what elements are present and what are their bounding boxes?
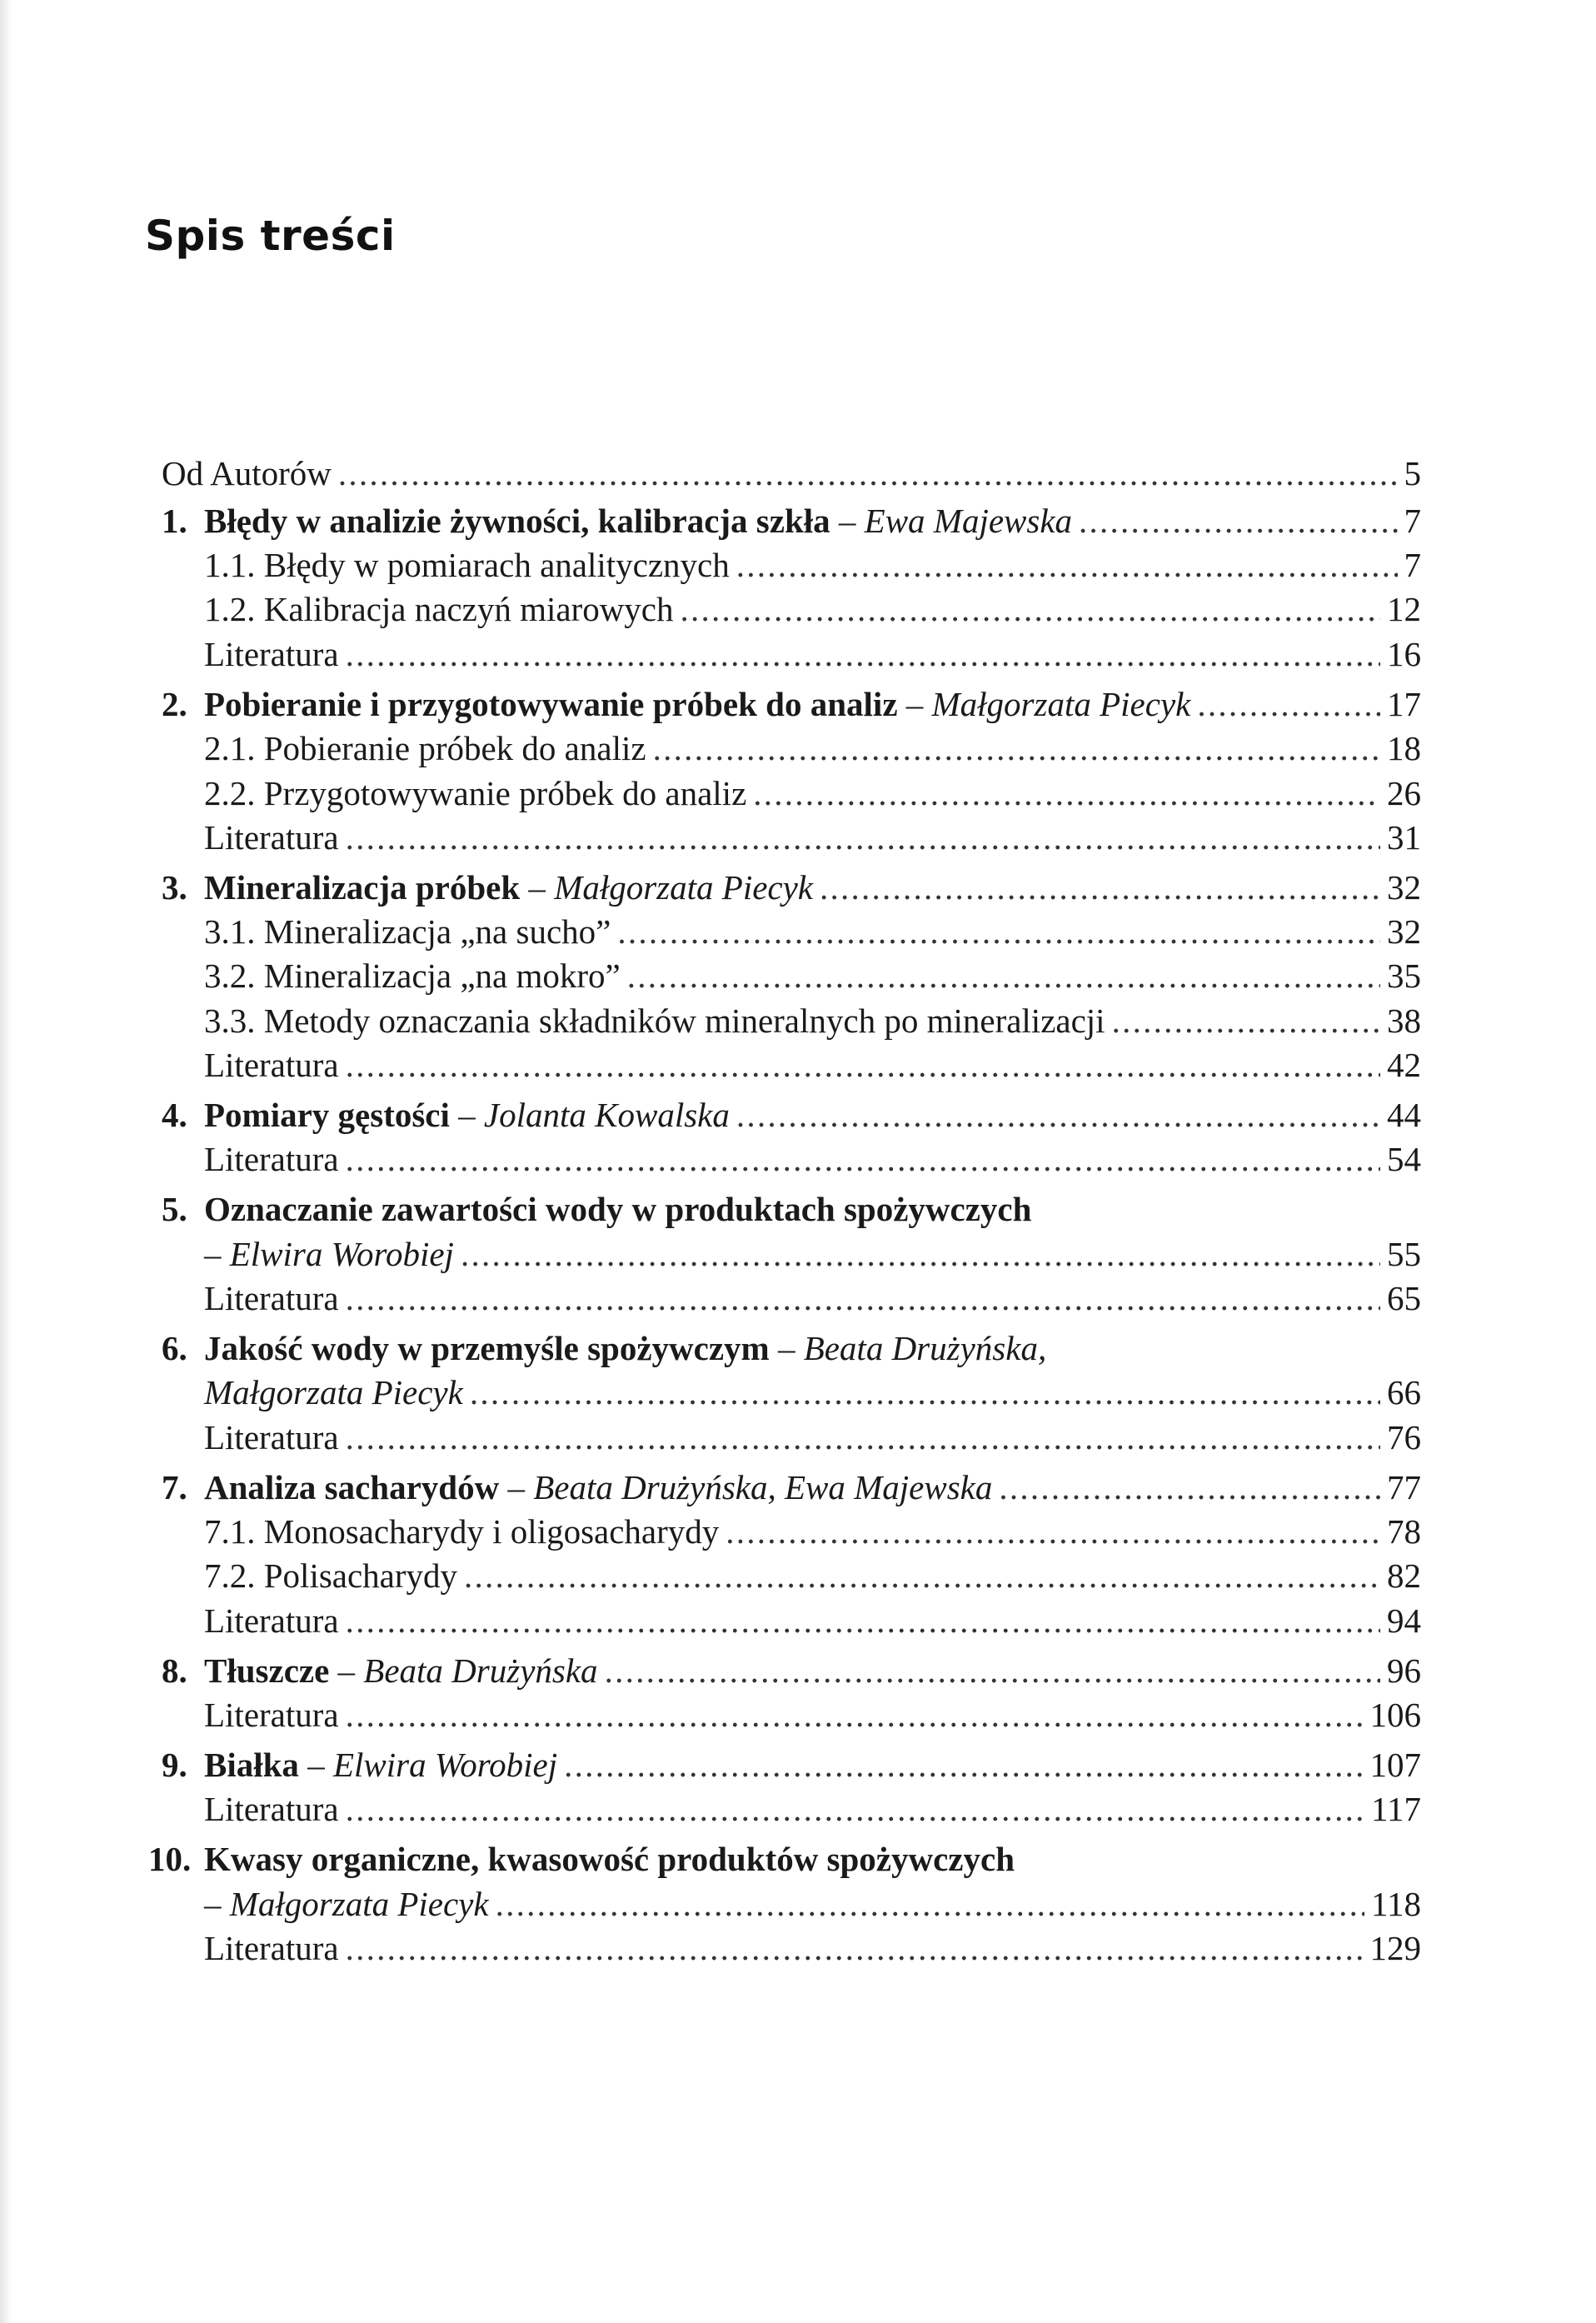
dot-leader [605, 1654, 1380, 1688]
toc-entry-text [162, 1887, 489, 1921]
section-title: Literatura [204, 1140, 339, 1178]
section-title: 2.1. Pobieranie próbek do analiz [204, 729, 646, 767]
toc-entry[interactable] [162, 1004, 1421, 1038]
dot-leader [346, 1604, 1380, 1638]
toc-entry[interactable] [162, 1468, 1421, 1506]
dot-leader [736, 548, 1398, 582]
toc-entry-text [162, 548, 730, 582]
toc-entry[interactable] [162, 1237, 1421, 1271]
separator: – [897, 685, 932, 723]
toc-entry[interactable] [162, 1556, 1421, 1595]
toc-entry-text [162, 1192, 1031, 1226]
toc-entry[interactable] [162, 1651, 1421, 1690]
toc-entry-text [162, 1281, 339, 1316]
toc-entry[interactable] [162, 637, 1421, 672]
toc-entry[interactable] [162, 1281, 1421, 1316]
chapter-author: Jolanta Kowalska [483, 1096, 730, 1134]
page-number: 18 [1387, 729, 1421, 767]
section-title: Literatura [204, 1046, 339, 1084]
toc-entry[interactable] [162, 959, 1421, 993]
toc-entry[interactable] [162, 592, 1421, 627]
toc-entry[interactable] [162, 1601, 1421, 1640]
dot-leader [820, 871, 1380, 905]
chapter-title: Kwasy organiczne, kwasowość produktów spożywczych [204, 1840, 1015, 1878]
chapter-author: Elwira Worobiej [229, 1235, 454, 1273]
dot-leader [753, 777, 1380, 811]
page-number: 96 [1387, 1651, 1421, 1690]
toc-entry[interactable] [162, 1418, 1421, 1456]
toc-entry-text [162, 818, 339, 857]
chapter-author: Małgorzata Piecyk [554, 868, 813, 907]
dot-leader [999, 1471, 1380, 1505]
toc-entry-text [162, 592, 674, 627]
section-title: 7.2. Polisacharydy [204, 1556, 458, 1595]
dot-leader [1079, 504, 1397, 538]
toc-entry[interactable] [162, 1931, 1421, 1966]
section-title: Literatura [204, 818, 339, 857]
section-title: Literatura [204, 1418, 339, 1456]
section-title: 2.2. Przygotowywanie próbek do analiz [204, 774, 747, 812]
page-number: 5 [1404, 454, 1421, 492]
page-number: 106 [1369, 1696, 1421, 1734]
toc-entry-text [162, 1418, 339, 1456]
dot-leader [653, 732, 1380, 766]
page-title: Spis treści [145, 212, 396, 260]
page-number: 77 [1387, 1468, 1421, 1506]
chapter-author: Małgorzata Piecyk [931, 685, 1191, 723]
toc-entry-text [162, 1601, 339, 1640]
page-number: 12 [1387, 590, 1421, 628]
dot-leader [464, 1559, 1380, 1593]
separator: – [204, 1235, 230, 1273]
dot-leader [564, 1748, 1363, 1782]
chapter-author: Ewa Majewska [864, 502, 1073, 540]
page-number: 44 [1387, 1096, 1421, 1134]
chapter-title: Tłuszcze [204, 1651, 330, 1690]
chapter-author: Małgorzata Piecyk [229, 1885, 489, 1923]
chapter-title: Pobieranie i przygotowywanie próbek do analiz [204, 685, 898, 723]
page-number: 82 [1387, 1556, 1421, 1595]
page-number: 31 [1387, 818, 1421, 857]
chapter-title: Analiza sacharydów [204, 1468, 500, 1506]
dot-leader [1112, 1004, 1380, 1038]
toc-entry-text [148, 1840, 1015, 1878]
dot-leader [496, 1887, 1364, 1921]
chapter-number: 7. [162, 1468, 187, 1506]
dot-leader [461, 1237, 1380, 1271]
page-number: 118 [1371, 1885, 1421, 1923]
page-number: 66 [1387, 1373, 1421, 1411]
chapter-author: Beata Drużyńska, [803, 1329, 1047, 1367]
toc-entry-text [162, 454, 332, 492]
section-title: 7.1. Monosacharydy i oligosacharydy [204, 1512, 720, 1551]
toc-entry-text [162, 729, 646, 767]
entry-title: Od Autorów [162, 454, 332, 492]
dot-leader [1197, 687, 1380, 722]
separator: – [449, 1096, 484, 1134]
toc-entry-text [162, 637, 339, 672]
chapter-number: 8. [162, 1651, 187, 1690]
toc-entry[interactable] [162, 1373, 1421, 1411]
toc-entry[interactable] [162, 454, 1421, 492]
separator: – [329, 1651, 364, 1690]
chapter-title: Błędy w analizie żywności, kalibracja szkła [204, 502, 830, 540]
section-title: 1.1. Błędy w pomiarach analitycznych [204, 546, 730, 584]
page-number: 78 [1387, 1512, 1421, 1551]
page-number: 94 [1387, 1601, 1421, 1640]
toc-entry-text [162, 1792, 339, 1826]
toc-entry[interactable] [162, 774, 1421, 812]
chapter-author: Małgorzata Piecyk [204, 1373, 463, 1411]
toc-entry-text [162, 1142, 339, 1176]
toc-entry-text [162, 1237, 454, 1271]
toc-entry-text [162, 504, 1072, 538]
section-title: Literatura [204, 1790, 339, 1828]
section-title: 3.3. Metody oznaczania składników mineralnych po mineralizacji [204, 1002, 1105, 1040]
dot-leader [726, 1515, 1380, 1549]
dot-leader [470, 1376, 1380, 1410]
toc-entry[interactable] [162, 868, 1421, 907]
section-title: 1.2. Kalibracja naczyń miarowych [204, 590, 674, 628]
page-number: 7 [1404, 502, 1421, 540]
chapter-title: Jakość wody w przemyśle spożywczym [204, 1329, 770, 1367]
dot-leader [346, 637, 1380, 672]
separator: – [520, 868, 555, 907]
toc-entry-text [162, 1698, 339, 1732]
dot-leader [681, 592, 1380, 627]
dot-leader [617, 915, 1380, 949]
toc-entry-text [162, 1931, 339, 1966]
toc-entry[interactable] [148, 1840, 1421, 1878]
toc-entry-text [162, 1556, 458, 1595]
page-number: 32 [1387, 868, 1421, 907]
toc-entry-text [162, 687, 1190, 722]
toc-entry-text [162, 1651, 598, 1690]
dot-leader [338, 457, 1398, 491]
chapter-number: 1. [162, 502, 187, 540]
page-number: 32 [1387, 912, 1421, 951]
toc-entry-text [162, 959, 621, 993]
chapter-number: 10. [148, 1840, 192, 1878]
dot-leader [627, 959, 1380, 993]
toc-entry-text [162, 1048, 339, 1082]
dot-leader [346, 1142, 1380, 1176]
chapter-number: 4. [162, 1096, 187, 1134]
toc-entry[interactable] [162, 687, 1421, 722]
toc-entry-text [162, 1098, 730, 1132]
dot-leader [346, 1792, 1364, 1826]
dot-leader [346, 1698, 1364, 1732]
page-number: 26 [1387, 774, 1421, 812]
toc-entry[interactable] [162, 504, 1421, 538]
page-number: 76 [1387, 1418, 1421, 1456]
dot-leader [346, 1931, 1364, 1966]
toc-entry[interactable] [162, 1331, 1421, 1366]
page-number: 65 [1387, 1279, 1421, 1317]
toc-entry[interactable] [162, 1887, 1421, 1921]
separator: – [499, 1468, 534, 1506]
dot-leader [346, 1281, 1380, 1316]
chapter-number: 3. [162, 868, 187, 907]
separator: – [204, 1885, 230, 1923]
section-title: Literatura [204, 635, 339, 673]
toc-entry-text [162, 1373, 463, 1411]
dot-leader [346, 1421, 1380, 1455]
separator: – [830, 502, 865, 540]
section-title: Literatura [204, 1929, 339, 1967]
toc-entry-text [162, 1512, 720, 1551]
chapter-number: 2. [162, 685, 187, 723]
chapter-author: Beata Drużyńska, Ewa Majewska [533, 1468, 993, 1506]
toc-entry-text [162, 1004, 1105, 1038]
toc-entry[interactable] [162, 1792, 1421, 1826]
chapter-title: Pomiary gęstości [204, 1096, 450, 1134]
dot-leader [346, 1048, 1380, 1082]
toc-entry[interactable] [162, 1748, 1421, 1782]
toc-entry[interactable] [162, 1048, 1421, 1082]
toc-entry[interactable] [162, 912, 1421, 951]
toc-entry[interactable] [162, 1512, 1421, 1551]
chapter-number: 6. [162, 1329, 187, 1367]
chapter-number: 5. [162, 1190, 187, 1228]
page-number: 38 [1387, 1002, 1421, 1040]
section-title: Literatura [204, 1601, 339, 1640]
page-number: 35 [1387, 957, 1421, 995]
toc-entry-text [162, 1748, 557, 1782]
page-number: 117 [1371, 1790, 1421, 1828]
page-number: 17 [1387, 685, 1421, 723]
dot-leader [346, 821, 1380, 855]
chapter-number: 9. [162, 1746, 187, 1784]
toc-entry-text [162, 1468, 993, 1506]
section-title: Literatura [204, 1696, 339, 1734]
toc-entry[interactable] [162, 1142, 1421, 1176]
section-title: 3.2. Mineralizacja „na mokro” [204, 957, 621, 995]
toc-entry[interactable] [162, 548, 1421, 582]
chapter-author: Elwira Worobiej [332, 1746, 558, 1784]
toc-entry[interactable] [162, 1192, 1421, 1226]
dot-leader [736, 1098, 1380, 1132]
chapter-title: Mineralizacja próbek [204, 868, 521, 907]
toc-entry-text [162, 868, 813, 907]
page-number: 54 [1387, 1140, 1421, 1178]
separator: – [769, 1329, 804, 1367]
chapter-author: Beata Drużyńska [363, 1651, 598, 1690]
section-title: 3.1. Mineralizacja „na sucho” [204, 912, 611, 951]
page-number: 55 [1387, 1235, 1421, 1273]
toc-entry[interactable] [162, 1698, 1421, 1732]
chapter-title: Oznaczanie zawartości wody w produktach spożywczych [204, 1190, 1032, 1228]
page-number: 107 [1369, 1746, 1421, 1784]
separator: – [298, 1746, 333, 1784]
toc-entry[interactable] [162, 818, 1421, 857]
page-number: 42 [1387, 1046, 1421, 1084]
toc-entry[interactable] [162, 729, 1421, 767]
toc-entry-text [162, 912, 611, 951]
toc-entry[interactable] [162, 1098, 1421, 1132]
page-number: 129 [1369, 1929, 1421, 1967]
section-title: Literatura [204, 1279, 339, 1317]
page-number: 16 [1387, 635, 1421, 673]
toc-entry-text [162, 774, 747, 812]
toc-entry-text [162, 1331, 1046, 1366]
chapter-title: Białka [204, 1746, 299, 1784]
page-number: 7 [1404, 546, 1421, 584]
